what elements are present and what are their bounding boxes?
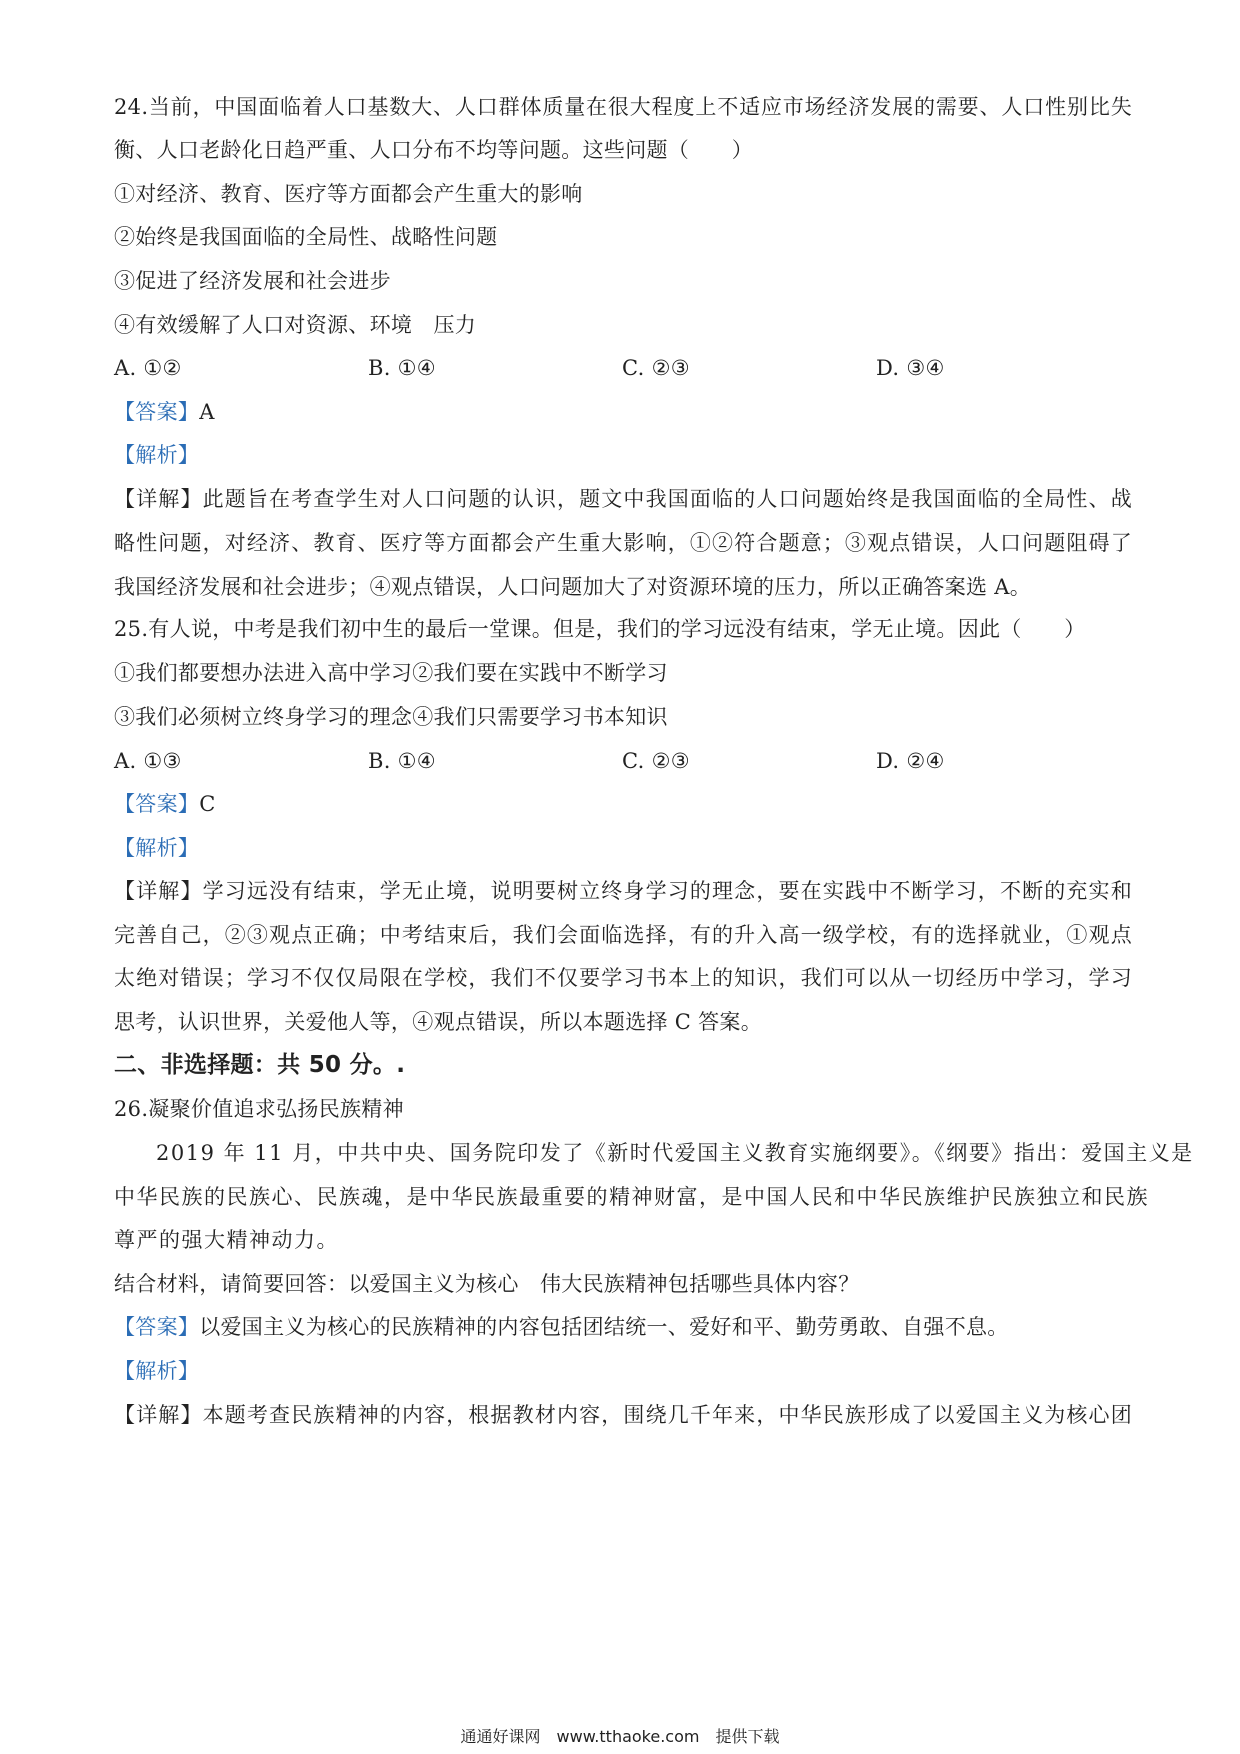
page-footer: 通通好课网 www.tthaoke.com 提供下载 <box>460 1727 780 1746</box>
q24-analysis <box>114 440 1132 470</box>
q24-analysis-tag: 【解析】 <box>114 443 200 467</box>
q24-option-d: D. ③④ <box>876 356 945 380</box>
q26-question: 结合材料，请简要回答：以爱国主义为核心 伟大民族精神包括哪些具体内容？ <box>114 1272 860 1296</box>
q25-options <box>114 746 1132 776</box>
q26-detail-tag: 【详解】 <box>114 1403 203 1427</box>
q25-item-2: ③我们必须树立终身学习的理念④我们只需要学习书本知识 <box>114 705 668 729</box>
q24-stem-line-2: 衡、人口老龄化日趋严重、人口分布不均等问题。这些问题（ ） <box>114 138 753 162</box>
q24-item-2: ②始终是我国面临的全局性、战略性问题 <box>114 225 498 249</box>
q26-analysis <box>114 1356 1132 1386</box>
q25-detail-line-2: 完善自己，②③观点正确；中考结束后，我们会面临选择，有的升入高一级学校，有的选择就业，①观点 <box>114 923 1132 947</box>
q25-analysis <box>114 833 1132 863</box>
q24-item-4: ④有效缓解了人口对资源、环境 压力 <box>114 313 477 337</box>
q24-answer-tag: 【答案】 <box>114 400 200 424</box>
q26-answer-value: 以爱国主义为核心的民族精神的内容包括团结统一、爱好和平、勤劳勇敢、自强不息。 <box>199 1315 1009 1339</box>
q24-option-a: A. ①② <box>114 356 182 380</box>
q25-answer-tag: 【答案】 <box>114 792 200 816</box>
q26-material-line-2: 中华民族的民族心、民族魂，是中华民族最重要的精神财富，是中国人民和中华民族维护民族独立和民族 <box>114 1185 1149 1209</box>
q26-analysis-tag: 【解析】 <box>114 1359 200 1383</box>
q24-stem-line-1: 24.当前，中国面临着人口基数大、人口群体质量在很大程度上不适应市场经济发展的需要、人口性别比失 <box>114 95 1132 119</box>
q24-option-b: B. ①④ <box>368 356 436 380</box>
q26-answer-tag: 【答案】 <box>114 1315 200 1339</box>
q25-item-1: ①我们都要想办法进入高中学习②我们要在实践中不断学习 <box>114 661 668 685</box>
q26-detail-line-1 <box>114 1400 1132 1430</box>
q25-answer <box>114 789 1132 819</box>
q26-detail-text-1: 本题考查民族精神的内容，根据教材内容，围绕几千年来，中华民族形成了以爱国主义为核心团 <box>202 1403 1132 1427</box>
q25-detail-tag: 【详解】 <box>114 879 203 903</box>
q24-option-c: C. ②③ <box>622 356 690 380</box>
q24-options <box>114 353 1132 383</box>
q25-option-a: A. ①③ <box>114 749 182 773</box>
q24-item-1: ①对经济、教育、医疗等方面都会产生重大的影响 <box>114 182 583 206</box>
q25-detail-line-4: 思考，认识世界，关爱他人等，④观点错误，所以本题选择 C 答案。 <box>114 1010 763 1034</box>
q25-answer-value: C <box>199 792 216 816</box>
q25-detail-line-1 <box>114 876 1132 906</box>
q24-detail-text-1: 此题旨在考查学生对人口问题的认识，题文中我国面临的人口问题始终是我国面临的全局性、战 <box>202 487 1132 511</box>
q25-stem: 25.有人说，中考是我们初中生的最后一堂课。但是，我们的学习远没有结束，学无止境。因此（ ） <box>114 617 1086 641</box>
q24-detail-tag: 【详解】 <box>114 487 203 511</box>
q26-material-line-3: 尊严的强大精神动力。 <box>114 1228 339 1252</box>
q25-option-c: C. ②③ <box>622 749 690 773</box>
q26-material-line-1: 2019 年 11 月，中共中央、国务院印发了《新时代爱国主义教育实施纲要》。《纲要》指出：爱国主义是 <box>156 1141 1194 1165</box>
q25-detail-text-1: 学习远没有结束，学无止境，说明要树立终身学习的理念，要在实践中不断学习，不断的充实和 <box>202 879 1132 903</box>
q25-option-b: B. ①④ <box>368 749 436 773</box>
q24-detail-line-1 <box>114 484 1132 514</box>
q26-title: 26.凝聚价值追求弘扬民族精神 <box>114 1097 404 1121</box>
q26-answer <box>114 1312 1132 1342</box>
q24-answer-value: A <box>199 400 215 424</box>
q24-detail-line-3: 我国经济发展和社会进步；④观点错误，人口问题加大了对资源环境的压力，所以正确答案选 A。 <box>114 575 1032 599</box>
q25-option-d: D. ②④ <box>876 749 945 773</box>
q25-analysis-tag: 【解析】 <box>114 836 200 860</box>
q24-answer <box>114 397 1132 427</box>
q24-item-3: ③促进了经济发展和社会进步 <box>114 269 391 293</box>
q25-detail-line-3: 太绝对错误；学习不仅仅局限在学校，我们不仅要学习书本上的知识，我们可以从一切经历中学习，学习 <box>114 966 1132 990</box>
section-2-heading: 二、非选择题：共 50 分。. <box>114 1052 406 1078</box>
q24-detail-line-2: 略性问题，对经济、教育、医疗等方面都会产生重大影响，①②符合题意；③观点错误，人口问题阻碍了 <box>114 531 1132 555</box>
